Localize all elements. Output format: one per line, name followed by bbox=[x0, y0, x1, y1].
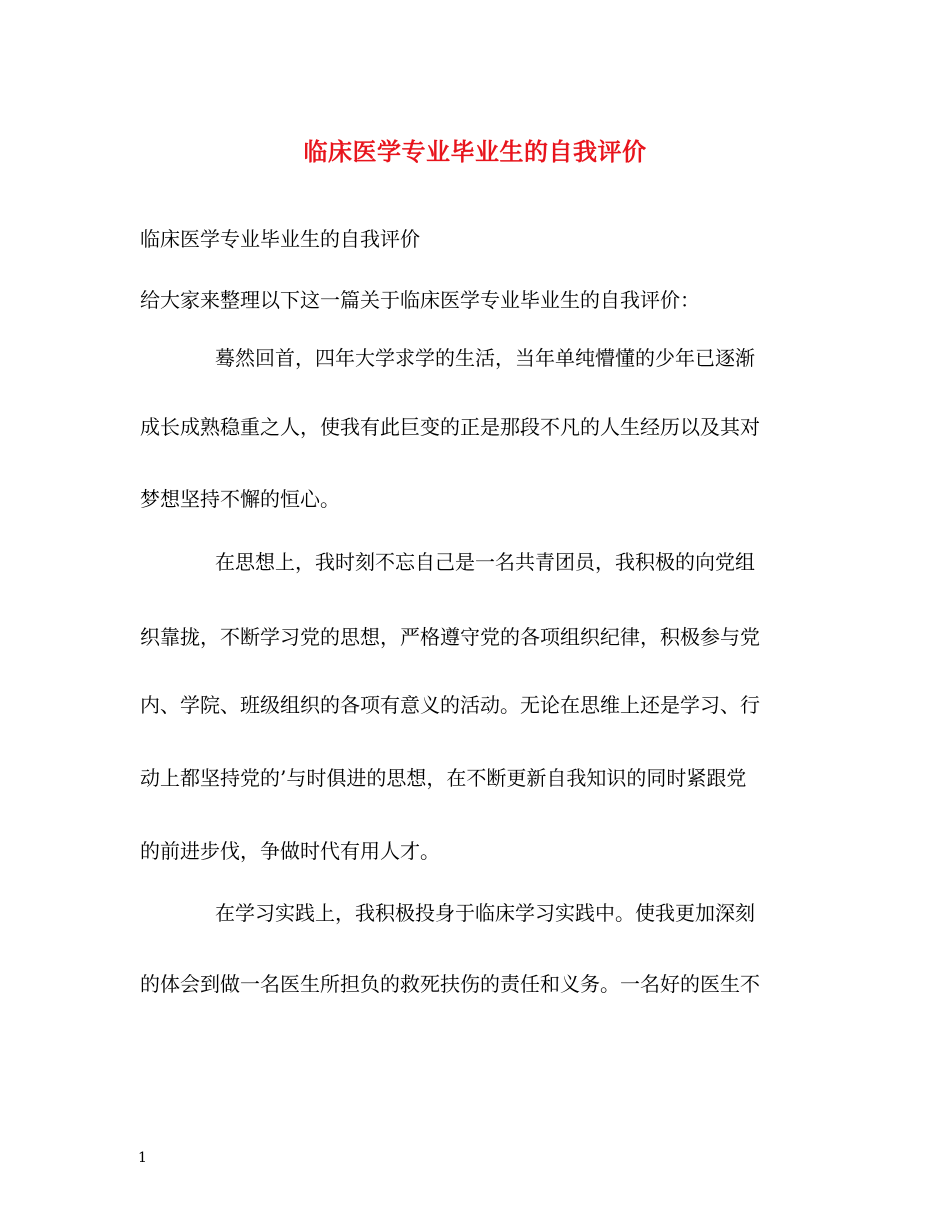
document-title: 临床医学专业毕业生的自我评价 bbox=[303, 137, 647, 166]
intro-line: 给大家来整理以下这一篇关于临床医学专业毕业生的自我评价： bbox=[140, 288, 700, 312]
document-subtitle: 临床医学专业毕业生的自我评价 bbox=[140, 227, 420, 251]
paragraph-2-line-1: 在思想上，我时刻不忘自己是一名共青团员，我积极的向党组 bbox=[215, 550, 755, 574]
paragraph-1-line-2: 成长成熟稳重之人，使我有此巨变的正是那段不凡的人生经历以及其对 bbox=[140, 415, 760, 439]
paragraph-1-line-1: 蓦然回首，四年大学求学的生活，当年单纯懵懂的少年已逐渐 bbox=[215, 346, 755, 370]
paragraph-2-line-2: 织靠拢，不断学习党的思想，严格遵守党的各项组织纪律，积极参与党 bbox=[140, 625, 760, 649]
paragraph-2-line-5: 的前进步伐，争做时代有用人才。 bbox=[140, 839, 440, 863]
paragraph-3-line-1: 在学习实践上，我积极投身于临床学习实践中。使我更加深刻 bbox=[215, 901, 755, 925]
paragraph-1-line-3: 梦想坚持不懈的恒心。 bbox=[140, 487, 340, 511]
paragraph-2-line-3: 内、学院、班级组织的各项有意义的活动。无论在思维上还是学习、行 bbox=[140, 693, 760, 717]
paragraph-2-line-4: 动上都坚持党的’与时俱进的思想，在不断更新自我知识的同时紧跟党 bbox=[140, 766, 747, 790]
page-number: 1 bbox=[138, 1150, 147, 1166]
paragraph-3-line-2: 的体会到做一名医生所担负的救死扶伤的责任和义务。一名好的医生不 bbox=[140, 972, 760, 996]
